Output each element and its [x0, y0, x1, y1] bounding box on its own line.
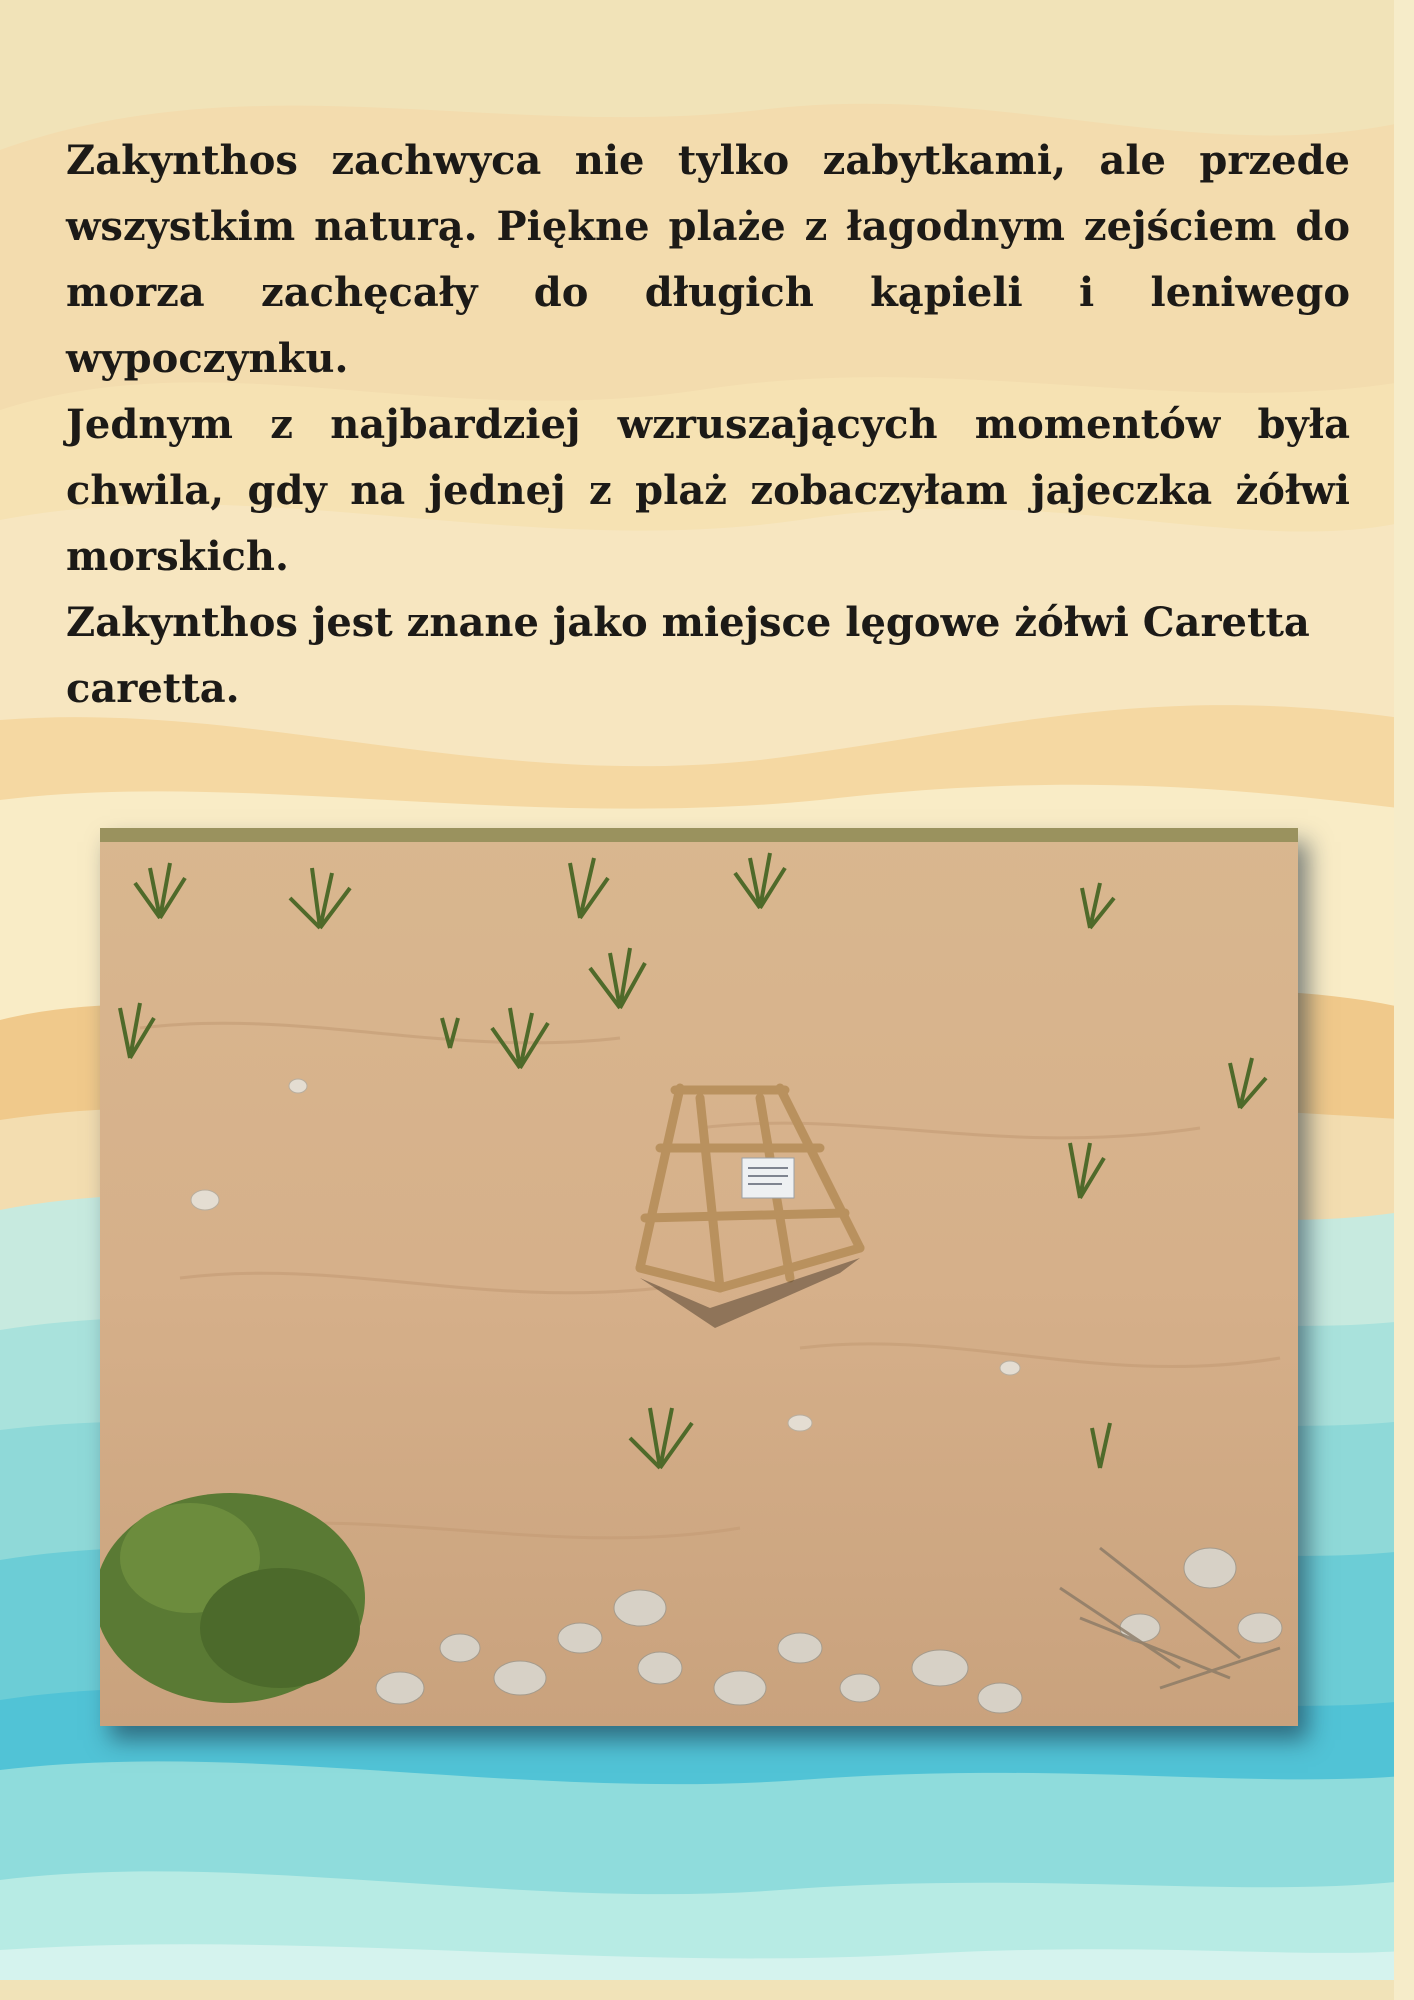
shrub	[100, 1493, 365, 1703]
bottom-border	[0, 1980, 1414, 2000]
turtle-nest-photo	[100, 828, 1298, 1726]
paragraph-2: Jednym z najbardziej wzruszających momentów była chwila, gdy na jednej z plaż zobaczyłam jajeczka żółwi morskich.	[66, 401, 1350, 580]
nest-sign	[742, 1158, 794, 1198]
paragraph-3: Zakynthos jest znane jako miejsce lęgowe żółwi Caretta caretta.	[66, 599, 1310, 712]
paragraph-1: Zakynthos zachwyca nie tylko zabytkami, ale przede wszystkim naturą. Piękne plaże z łagodnym zejściem do morza zachęcały do długich kąpieli i leniwego wypoczynku.	[66, 137, 1350, 382]
body-text	[66, 128, 1350, 722]
page-right-border	[1394, 0, 1414, 2000]
